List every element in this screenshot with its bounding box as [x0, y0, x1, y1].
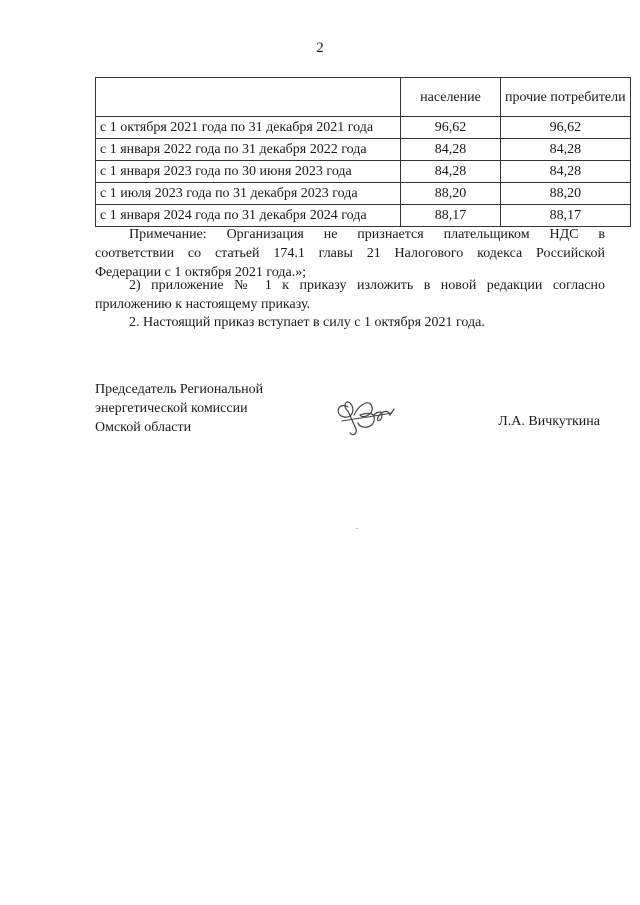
clause-2-paragraph: [95, 313, 605, 332]
row-period: с 1 января 2022 года по 31 декабря 2022 года: [96, 139, 401, 161]
note-paragraph: [95, 225, 605, 282]
signer-title-line-1: Председатель Региональной: [95, 382, 264, 397]
row-other-value: 84,28: [501, 161, 631, 183]
row-other-value: 88,20: [501, 183, 631, 205]
note-line-1: Примечание: Организация не признается плательщиком НДС в: [129, 227, 605, 242]
row-population-value: 84,28: [401, 161, 501, 183]
table-row: [96, 183, 631, 205]
table-header-row: [96, 78, 631, 117]
row-population-value: 84,28: [401, 139, 501, 161]
item-2-line-2: приложению к настоящему приказу.: [95, 297, 311, 312]
row-population-value: 96,62: [401, 117, 501, 139]
item-2-paragraph: [95, 276, 605, 314]
signature-icon: [330, 385, 410, 445]
row-period: с 1 января 2024 года по 31 декабря 2024 года: [96, 205, 401, 227]
table-header-other: прочие потребители: [501, 78, 631, 117]
table-row: [96, 117, 631, 139]
table-row: [96, 139, 631, 161]
scan-speck: [356, 528, 358, 529]
row-period: с 1 июля 2023 года по 31 декабря 2023 года: [96, 183, 401, 205]
table-row: [96, 161, 631, 183]
signer-block: [95, 380, 263, 437]
row-other-value: 84,28: [501, 139, 631, 161]
row-population-value: 88,17: [401, 205, 501, 227]
table-header-period: [96, 78, 401, 117]
page-number: 2: [316, 40, 324, 56]
row-other-value: 88,17: [501, 205, 631, 227]
note-line-3: Федерации с 1 октября 2021 года.»;: [95, 265, 307, 280]
clause-2-text: 2. Настоящий приказ вступает в силу с 1 октября 2021 года.: [129, 315, 485, 330]
signer-name: Л.А. Вичкуткина: [498, 414, 600, 429]
table-header-population: население: [401, 78, 501, 117]
signer-title-line-2: энергетической комиссии: [95, 401, 248, 416]
row-period: с 1 января 2023 года по 30 июня 2023 года: [96, 161, 401, 183]
row-population-value: 88,20: [401, 183, 501, 205]
table-row: [96, 205, 631, 227]
row-other-value: 96,62: [501, 117, 631, 139]
item-2-line-1: 2) приложение № 1 к приказу изложить в новой редакции согласно: [129, 278, 605, 293]
note-line-2: соответствии со статьей 174.1 главы 21 Налогового кодекса Российской: [95, 246, 605, 261]
signer-title-line-3: Омской области: [95, 420, 192, 435]
row-period: с 1 октября 2021 года по 31 декабря 2021 года: [96, 117, 401, 139]
tariff-table: [95, 77, 631, 227]
